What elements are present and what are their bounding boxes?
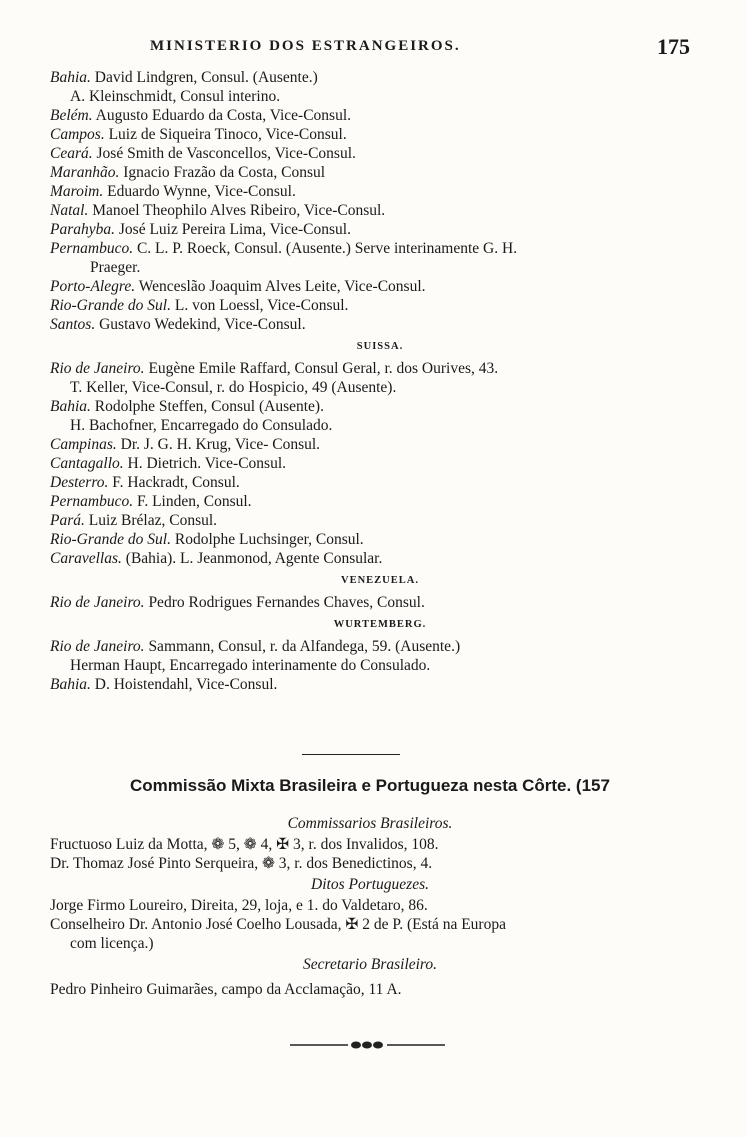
entry-text: Dr. J. G. H. Krug, Vice- Consul. [120,436,321,453]
list-entry [50,675,690,694]
entry-text: F. Linden, Consul. [136,493,252,510]
entry-text: L. von Loessl, Vice-Consul. [174,297,349,314]
entry-place: Natal. [50,202,89,219]
entry-place: Bahia. [50,676,91,693]
list-entry [50,87,690,106]
commission-entry: Jorge Firmo Loureiro, Direita, 29, loja, e 1. do Valdetaro, 86. [50,897,428,914]
list-entry [50,258,690,277]
entry-place: Rio de Janeiro. [50,594,145,611]
entry-text: A. Kleinschmidt, Consul interino. [70,88,281,105]
list-entry [50,416,690,435]
commission-entry: Conselheiro Dr. Antonio José Coelho Lousada, ✠ 2 de P. (Está na Europa [50,916,506,933]
list-entry [50,378,690,397]
entry-text: F. Hackradt, Consul. [112,474,240,491]
list-entry [50,239,690,258]
list-entry [50,296,690,315]
list-entry [50,454,690,473]
entry-place: Santos. [50,316,96,333]
subtitle-secretary: Secretario Brasileiro. [302,956,438,973]
entry-text: Pedro Rodrigues Fernandes Chaves, Consul. [148,594,425,611]
list-entry [50,397,690,416]
commission-entry: com licença.) [70,935,154,952]
entry-text: H. Bachofner, Encarregado do Consulado. [70,417,333,434]
subtitle-portuguese: Ditos Portuguezes. [311,876,429,893]
commission-entry: Dr. Thomaz José Pinto Serqueira, ❁ 3, r. dos Benedictinos, 4. [50,855,433,872]
list-entry [50,163,690,182]
entry-text: Sammann, Consul, r. da Alfandega, 59. (Ausente.) [148,638,461,655]
list-entry [50,144,690,163]
entry-place: Ceará. [50,145,93,162]
list-entry [50,315,690,334]
entry-text: C. L. P. Roeck, Consul. (Ausente.) Serve interinamente G. H. [136,240,518,257]
commission-listing [50,812,690,999]
entry-place: Parahyba. [50,221,116,238]
entry-text: José Smith de Vasconcellos, Vice-Consul. [96,145,356,162]
list-entry [50,473,690,492]
entry-place: Rio-Grande do Sul. [50,531,171,548]
section-title-wurtemberg: WURTEMBERG. [333,619,427,630]
entry-text: Augusto Eduardo da Costa, Vice-Consul. [95,107,352,124]
entry-text: Gustavo Wedekind, Vice-Consul. [99,316,306,333]
entry-text: H. Dietrich. Vice-Consul. [127,455,287,472]
entry-text: Wenceslão Joaquim Alves Leite, Vice-Consul. [138,278,426,295]
entry-place: Rio-Grande do Sul. [50,297,171,314]
section-title-venezuela: VENEZUELA. [341,575,419,586]
entry-place: Pará. [50,512,85,529]
entry-text: José Luiz Pereira Lima, Vice-Consul. [118,221,351,238]
entry-place: Rio de Janeiro. [50,638,145,655]
section-title-suissa: SUISSA. [356,341,404,352]
entry-place: Desterro. [50,474,109,491]
list-entry [50,68,690,87]
entry-text: (Bahia). L. Jeanmonod, Agente Consular. [125,550,383,567]
entry-text: Luiz Brélaz, Consul. [88,512,218,529]
list-entry [50,492,690,511]
list-entry [50,511,690,530]
entry-text: Herman Haupt, Encarregado interinamente do Consulado. [70,657,431,674]
entry-text: Ignacio Frazão da Costa, Consul [123,164,326,181]
entry-place: Campinas. [50,436,117,453]
entry-place: Maroim. [50,183,104,200]
entry-text: D. Hoistendahl, Vice-Consul. [94,676,278,693]
list-entry [50,359,690,378]
list-entry [50,182,690,201]
list-entry [50,530,690,549]
running-header [150,34,690,59]
commission-entry: Pedro Pinheiro Guimarães, campo da Acclamação, 11 A. [50,981,402,998]
entry-place: Bahia. [50,69,91,86]
entry-place: Rio de Janeiro. [50,360,145,377]
entry-text: Rodolphe Luchsinger, Consul. [174,531,364,548]
entry-text: David Lindgren, Consul. (Ausente.) [94,69,318,86]
list-entry [50,125,690,144]
list-entry [50,106,690,125]
entry-place: Campos. [50,126,105,143]
list-entry [50,656,690,675]
entry-place: Porto-Alegre. [50,278,136,295]
commission-entry: Fructuoso Luiz da Motta, ❁ 5, ❁ 4, ✠ 3, r. dos Invalidos, 108. [50,836,439,853]
list-entry [50,220,690,239]
section-divider [302,754,400,755]
header-title: MINISTERIO DOS ESTRANGEIROS. [150,38,461,54]
list-entry [50,637,690,656]
page-number: 175 [657,34,690,59]
entry-place: Pernambuco. [50,493,134,510]
entry-text: Eduardo Wynne, Vice-Consul. [107,183,296,200]
consul-listing [50,68,690,694]
entry-text: Praeger. [90,259,141,276]
list-entry [50,201,690,220]
entry-place: Cantagallo. [50,455,124,472]
closing-ornament [290,1040,445,1050]
subtitle-brazilian: Commissarios Brasileiros. [287,815,453,832]
list-entry [50,277,690,296]
entry-place: Pernambuco. [50,240,134,257]
entry-place: Maranhão. [50,164,120,181]
entry-place: Belém. [50,107,93,124]
commission-title: Commissão Mixta Brasileira e Portugueza nesta Côrte. (157 [130,776,610,795]
list-entry [50,435,690,454]
entry-place: Bahia. [50,398,91,415]
entry-text: T. Keller, Vice-Consul, r. do Hospicio, 49 (Ausente). [70,379,397,396]
entry-text: Luiz de Siqueira Tinoco, Vice-Consul. [108,126,347,143]
entry-text: Eugène Emile Raffard, Consul Geral, r. dos Ourives, 43. [148,360,499,377]
entry-place: Caravellas. [50,550,122,567]
list-entry [50,549,690,568]
entry-text: Manoel Theophilo Alves Ribeiro, Vice-Consul. [92,202,386,219]
list-entry [50,593,690,612]
entry-text: Rodolphe Steffen, Consul (Ausente). [94,398,324,415]
